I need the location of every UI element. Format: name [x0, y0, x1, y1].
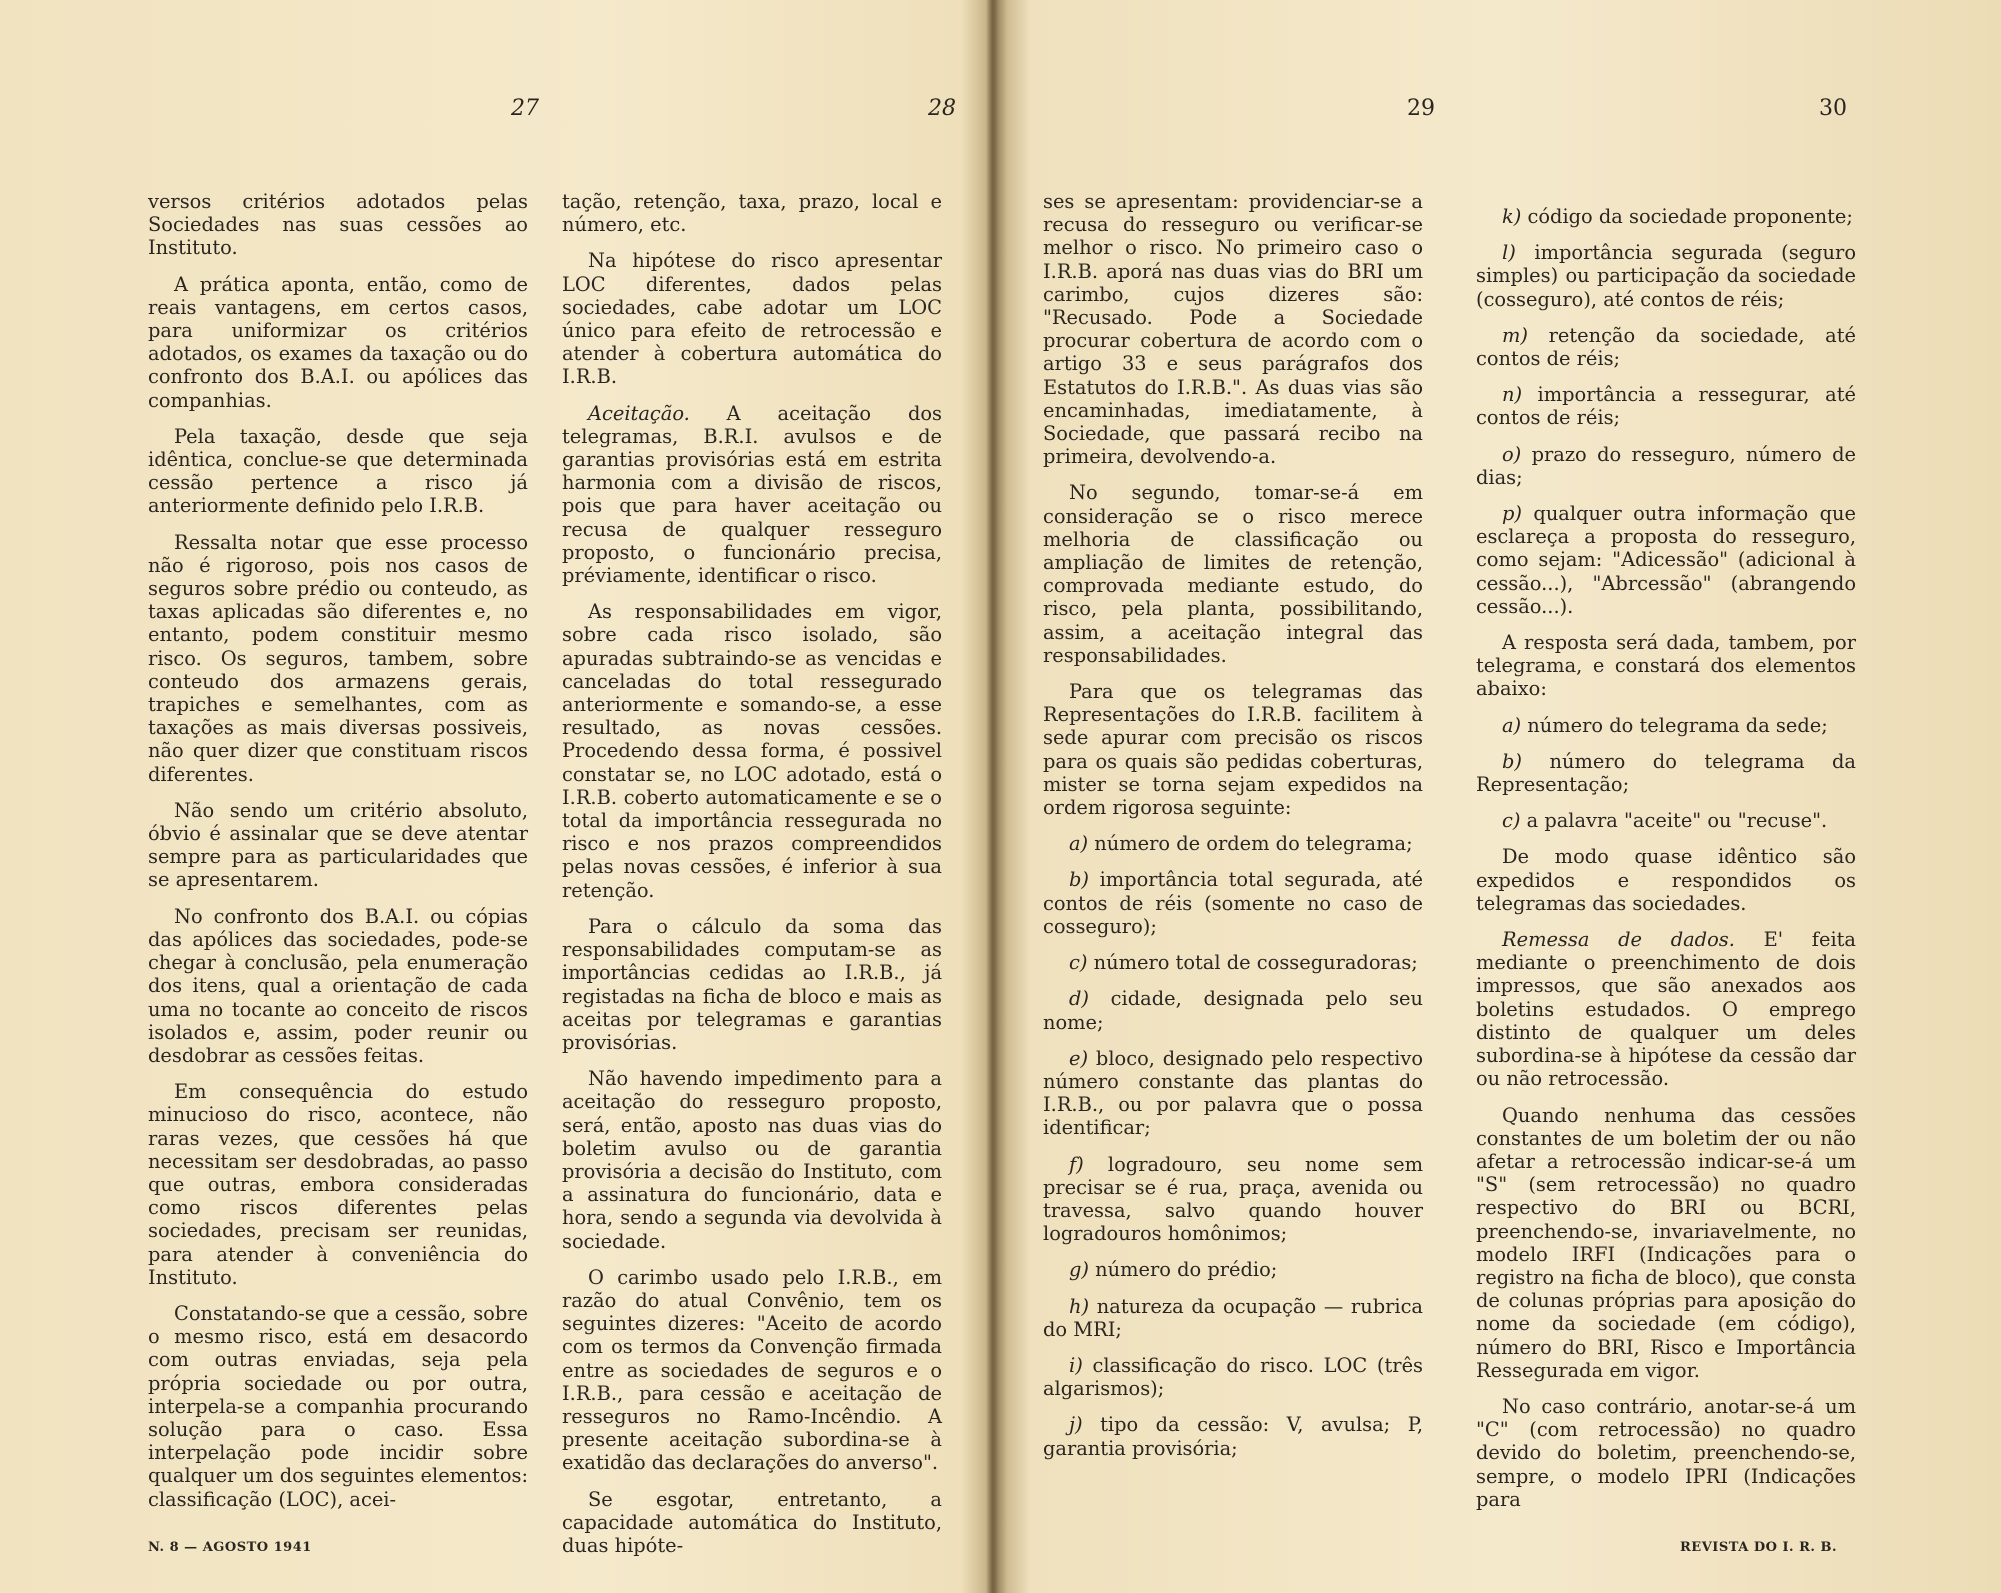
list-item-letter: a)	[1069, 832, 1089, 856]
list-item	[1043, 1153, 1423, 1246]
column-page-30	[1476, 205, 1856, 1524]
list-item-letter: b)	[1069, 868, 1089, 892]
list-item	[1476, 502, 1856, 618]
list-item-letter: a)	[1502, 713, 1522, 737]
paragraph: versos critérios adotados pelas Sociedades nas suas cessões ao Instituto.	[148, 190, 528, 260]
list-item	[1043, 987, 1423, 1033]
list-item-text: classificação do risco. LOC (três algarismos);	[1043, 1353, 1423, 1401]
list-item-letter: c)	[1069, 951, 1088, 975]
list-item-text: a palavra "aceite" ou "recuse".	[1520, 809, 1828, 833]
list-item-text: bloco, designado pelo respectivo número constante das plantas do I.R.B., ou por palavra que o possa identificar;	[1043, 1046, 1423, 1140]
list-item-text: retenção da sociedade, até contos de réis;	[1476, 323, 1856, 371]
paragraph: De modo quase idêntico são expedidos e respondidos os telegramas das sociedades.	[1476, 845, 1856, 915]
list-item	[1476, 383, 1856, 429]
list-item-text: logradouro, seu nome sem precisar se é rua, praça, avenida ou travessa, salvo quando houver logradouros homônimos;	[1043, 1152, 1423, 1246]
list-item-letter: m)	[1502, 323, 1528, 347]
list-item	[1476, 750, 1856, 796]
section-label-aceitacao: Aceitação.	[588, 401, 690, 425]
list-item	[1476, 241, 1856, 311]
list-item	[1043, 1413, 1423, 1459]
list-item	[1043, 1258, 1423, 1281]
list-item-letter: g)	[1069, 1258, 1089, 1282]
paragraph	[1476, 928, 1856, 1090]
paragraph: Pela taxação, desde que seja idêntica, conclue-se que determinada cessão pertence a risco já anteriormente definido pelo I.R.B.	[148, 424, 528, 518]
list-item-letter: f)	[1069, 1152, 1084, 1176]
list-item	[1043, 832, 1423, 855]
list-item-letter: h)	[1069, 1294, 1090, 1318]
footer-issue: N. 8 — AGOSTO 1941	[148, 1540, 312, 1555]
list-item-letter: d)	[1069, 987, 1089, 1011]
list-item-text: cidade, designada pelo seu nome;	[1043, 987, 1423, 1034]
paragraph: Quando nenhuma das cessões constantes de um boletim der ou não afetar a retrocessão indicar-se-á um "S" (sem retrocessão) no quadro respectivo do BRI ou BCRI, preenchendo-se, invariavelmente, no modelo IRFI (Indicações para o registro na ficha de bloco), que consta de colunas próprias para aposição do nome da sociedade (em código), número do BRI, Risco e Importância Ressegurada em vigor.	[1476, 1103, 1856, 1382]
list-item-text: importância total segurada, até contos de réis (somente no caso de cosseguro);	[1043, 868, 1423, 938]
paragraph	[562, 402, 942, 588]
paragraph: As responsabilidades em vigor, sobre cada risco isolado, são apuradas subtraindo-se as vencidas e canceladas do total ressegurado anteriormente e somando-se, a esse resultado, as novas cessões. Procedendo dessa forma, é possivel constatar se, no LOC adotado, está o I.R.B. coberto automaticamente e se o total da importância ressegurada no risco e nos prazos compreendidos pelas novas cessões, é inferior à sua retenção.	[562, 600, 942, 902]
list-item-text: importância segurada (seguro simples) ou participação da sociedade (cosseguro), até contos de réis;	[1476, 241, 1856, 311]
list-item-letter: j)	[1069, 1413, 1083, 1437]
list-item-letter: n)	[1502, 383, 1523, 407]
paragraph: No caso contrário, anotar-se-á um "C" (com retrocessão) no quadro devido do boletim, preenchendo-se, sempre, o modelo IPRI (Indicações para	[1476, 1394, 1856, 1511]
list-item	[1476, 205, 1856, 228]
column-page-27	[148, 190, 528, 1524]
spine-shadow	[985, 0, 1007, 1593]
paragraph: ses se apresentam: providenciar-se a recusa do resseguro ou verificar-se melhor o risco. No primeiro caso o I.R.B. aporá nas duas vias do BRI um carimbo, cujos dizeres são: "Recusado. Pode a Sociedade procurar cobertura de acordo com o artigo 33 e seus parágrafos dos Estatutos do I.R.B.". As duas vias são encaminhadas, imediatamente, à Sociedade, que passará recibo na primeira, devolvendo-a.	[1043, 190, 1423, 469]
list-item-letter: e)	[1069, 1046, 1089, 1070]
list-item-letter: c)	[1502, 809, 1521, 833]
paragraph: O carimbo usado pelo I.R.B., em razão do atual Convênio, tem os seguintes dizeres: "Aceito de acordo com os termos da Convenção firmada entre as sociedades de seguros e o I.R.B., para cessão e aceitação de resseguros no Ramo-Incêndio. A presente aceitação subordina-se à exatidão das declarações do anverso".	[562, 1265, 942, 1475]
list-item	[1043, 1047, 1423, 1140]
list-item-text: natureza da ocupação — rubrica do MRI;	[1043, 1294, 1423, 1341]
paragraph: No segundo, tomar-se-á em consideração se o risco merece melhoria de classificação ou ampliação de limites de retenção, comprovada mediante estudo, do risco, pela planta, possibilitando, assim, a aceitação integral das responsabilidades.	[1043, 481, 1423, 667]
list-item	[1476, 443, 1856, 489]
list-item-letter: o)	[1502, 442, 1522, 466]
list-item-text: número de ordem do telegrama;	[1088, 832, 1413, 856]
list-item-text: importância a ressegurar, até contos de réis;	[1476, 383, 1856, 430]
list-item-text: número total de cosseguradoras;	[1087, 951, 1418, 975]
column-page-28	[562, 190, 942, 1570]
paragraph: Em consequência do estudo minucioso do risco, acontece, não raras vezes, que cessões há que necessitam ser desdobradas, ao passo que outras, embora consideradas como riscos diferentes pelas sociedades, precisam ser reunidas, para atender à conveniência do Instituto.	[148, 1080, 528, 1289]
section-label-remessa: Remessa de dados.	[1502, 928, 1735, 952]
list-item	[1476, 809, 1856, 832]
paragraph: Na hipótese do risco apresentar LOC diferentes, dados pelas sociedades, cabe adotar um LOC único para efeito de retrocessão e atender à cobertura automática do I.R.B.	[562, 249, 942, 389]
paragraph-text: A aceitação dos telegramas, B.R.I. avulsos e de garantias provisórias está em estrita harmonia com a divisão de riscos, pois que para haver aceitação ou recusa de qualquer resseguro proposto, o funcionário precisa, préviamente, identificar o risco.	[562, 401, 942, 588]
list-item-text: prazo do resseguro, número de dias;	[1476, 442, 1856, 489]
list-item-text: número do telegrama da Representação;	[1476, 749, 1856, 797]
list-item	[1043, 1295, 1423, 1341]
paragraph: Para que os telegramas das Representações do I.R.B. facilitem à sede apurar com precisão os riscos para os quais são pedidas coberturas, mister se torna sejam expedidos na ordem rigorosa seguinte:	[1043, 680, 1423, 820]
footer-journal: REVISTA DO I. R. B.	[1680, 1540, 1837, 1555]
telegram-items-list-continued	[1476, 205, 1856, 618]
list-item-text: qualquer outra informação que esclareça a proposta do resseguro, como sejam: "Adicessão" (adicional à cessão...), "Abrcessão" (abrangendo cessão...).	[1476, 502, 1856, 618]
paragraph: Ressalta notar que esse processo não é rigoroso, pois nos casos de seguros sobre prédio ou conteudo, as taxas aplicadas são diferentes e, no entanto, podem constituir mesmo risco. Os seguros, tambem, sobre conteudo dos armazens gerais, trapiches e semelhantes, com as taxações as mais diversas possiveis, não quer dizer que constituam riscos diferentes.	[148, 530, 528, 786]
paragraph: A resposta será dada, tambem, por telegrama, e constará dos elementos abaixo:	[1476, 631, 1856, 701]
paragraph: Constatando-se que a cessão, sobre o mesmo risco, está em desacordo com outras enviadas, seja pela própria sociedade ou por outra, interpela-se a companhia procurando solução para o caso. Essa interpelação pode incidir sobre qualquer um dos seguintes elementos: classificação (LOC), acei-	[148, 1301, 528, 1511]
response-items-list	[1476, 714, 1856, 833]
paragraph-text: E' feita mediante o preenchimento de dois impressos, que são anexados aos boletins estudados. O emprego distinto de qualquer um deles subordina-se à hipótese da cessão dar ou não retrocessão.	[1476, 928, 1856, 1091]
page-number-30: 30	[1819, 96, 1847, 121]
list-item-text: número do prédio;	[1088, 1258, 1278, 1282]
page-number-29: 29	[1407, 96, 1435, 121]
list-item-letter: p)	[1502, 502, 1522, 526]
list-item-letter: b)	[1502, 749, 1522, 773]
list-item	[1476, 714, 1856, 737]
paragraph: Para o cálculo da soma das responsabilidades computam-se as importâncias cedidas ao I.R.B., já registadas na ficha de bloco e mais as aceitas por telegramas e garantias provisórias.	[562, 914, 942, 1054]
list-item	[1043, 868, 1423, 938]
list-item	[1043, 951, 1423, 974]
paragraph: Não sendo um critério absoluto, óbvio é assinalar que se deve atentar sempre para as particularidades que se apresentarem.	[148, 798, 528, 892]
list-item-text: tipo da cessão: V, avulsa; P, garantia provisória;	[1043, 1413, 1423, 1460]
telegram-items-list	[1043, 832, 1423, 1459]
list-item-letter: l)	[1502, 241, 1516, 265]
list-item-letter: k)	[1502, 205, 1522, 228]
paragraph: Não havendo impedimento para a aceitação do resseguro proposto, será, então, aposto nas duas vias do boletim avulso ou de garantia provisória a decisão do Instituto, com a assinatura do funcionário, data e hora, sendo a segunda via devolvida à sociedade.	[562, 1067, 942, 1253]
list-item	[1476, 324, 1856, 370]
paragraph: No confronto dos B.A.I. ou cópias das apólices das sociedades, pode-se chegar à conclusão, pela enumeração dos itens, qual a orientação de cada uma no tocante ao conceito de riscos isolados e, assim, poder reunir ou desdobrar as cessões feitas.	[148, 904, 528, 1067]
list-item	[1043, 1354, 1423, 1400]
column-page-29	[1043, 190, 1423, 1473]
page-number-28: 28	[928, 96, 956, 121]
list-item-text: código da sociedade proponente;	[1521, 205, 1853, 228]
paragraph: tação, retenção, taxa, prazo, local e número, etc.	[562, 190, 942, 237]
list-item-text: número do telegrama da sede;	[1521, 713, 1828, 737]
page-number-27: 27	[511, 96, 539, 121]
list-item-letter: i)	[1069, 1353, 1083, 1377]
paragraph: A prática aponta, então, como de reais vantagens, em certos casos, para uniformizar os critérios adotados, os exames da taxação ou do confronto dos B.A.I. ou apólices das companhias.	[148, 272, 528, 412]
paragraph: Se esgotar, entretanto, a capacidade automática do Instituto, duas hipóte-	[562, 1487, 942, 1557]
